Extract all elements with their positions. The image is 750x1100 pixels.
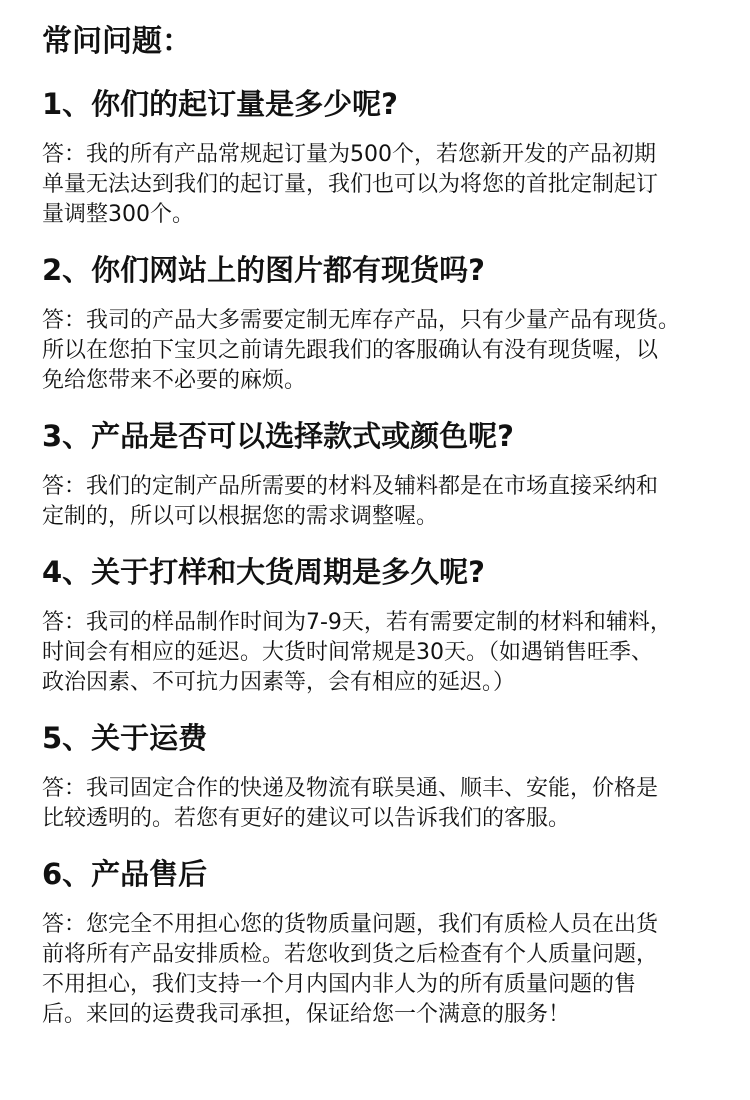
faq-answer (42, 608, 732, 698)
faq-answer-line: 后。来回的运费我司承担，保证给您一个满意的服务！ (42, 1002, 571, 1027)
faq-answer-line: 比较透明的。若您有更好的建议可以告诉我们的客服。 (42, 806, 571, 831)
faq-item (42, 712, 750, 834)
faq-answer-line: 政治因素、不可抗力因素等，会有相应的延迟。） (42, 670, 516, 695)
faq-answer-line: 前将所有产品安排质检。若您收到货之后检查有个人质量问题， (42, 942, 659, 967)
faq-answer-line: 答：我们的定制产品所需要的材料及辅料都是在市场直接采纳和 (42, 474, 659, 499)
faq-answer-line: 答：我司的产品大多需要定制无库存产品，只有少量产品有现货。 (42, 308, 681, 333)
faq-answer-line: 不用担心，我们支持一个月内国内非人为的所有质量问题的售 (42, 972, 637, 997)
faq-item (42, 410, 750, 532)
faq-question: 5、关于运费 (42, 721, 208, 755)
faq-question: 1、你们的起订量是多少呢? (42, 87, 399, 121)
faq-question: 4、关于打样和大货周期是多久呢? (42, 555, 486, 589)
faq-answer-line: 量调整300个。 (42, 202, 194, 227)
faq-answer (42, 140, 732, 230)
faq-answer (42, 306, 732, 396)
faq-item (42, 78, 750, 230)
faq-item (42, 546, 750, 698)
faq-answer-line: 时间会有相应的延迟。大货时间常规是30天。（如遇销售旺季、 (42, 640, 653, 665)
faq-answer-line: 免给您带来不必要的麻烦。 (42, 368, 307, 393)
faq-question: 2、你们网站上的图片都有现货吗? (42, 253, 486, 287)
faq-answer-line: 答：我司的样品制作时间为7-9天，若有需要定制的材料和辅料， (42, 610, 672, 635)
faq-answer-line: 答：我的所有产品常规起订量为500个，若您新开发的产品初期 (42, 142, 656, 167)
faq-question: 3、产品是否可以选择款式或颜色呢? (42, 419, 515, 453)
page-title: 常问问题： (42, 24, 192, 59)
faq-answer-line: 定制的，所以可以根据您的需求调整喔。 (42, 504, 439, 529)
faq-item (42, 244, 750, 396)
faq-question: 6、产品售后 (42, 857, 208, 891)
faq-answer-line: 所以在您拍下宝贝之前请先跟我们的客服确认有没有现货喔，以 (42, 338, 659, 363)
faq-list (42, 78, 750, 1030)
faq-answer-line: 单量无法达到我们的起订量，我们也可以为将您的首批定制起订 (42, 172, 659, 197)
faq-answer-line: 答：我司固定合作的快递及物流有联昊通、顺丰、安能，价格是 (42, 776, 659, 801)
faq-answer (42, 472, 732, 532)
faq-answer (42, 910, 732, 1030)
faq-item (42, 848, 750, 1030)
faq-answer-line: 答：您完全不用担心您的货物质量问题，我们有质检人员在出货 (42, 912, 659, 937)
faq-answer (42, 774, 732, 834)
